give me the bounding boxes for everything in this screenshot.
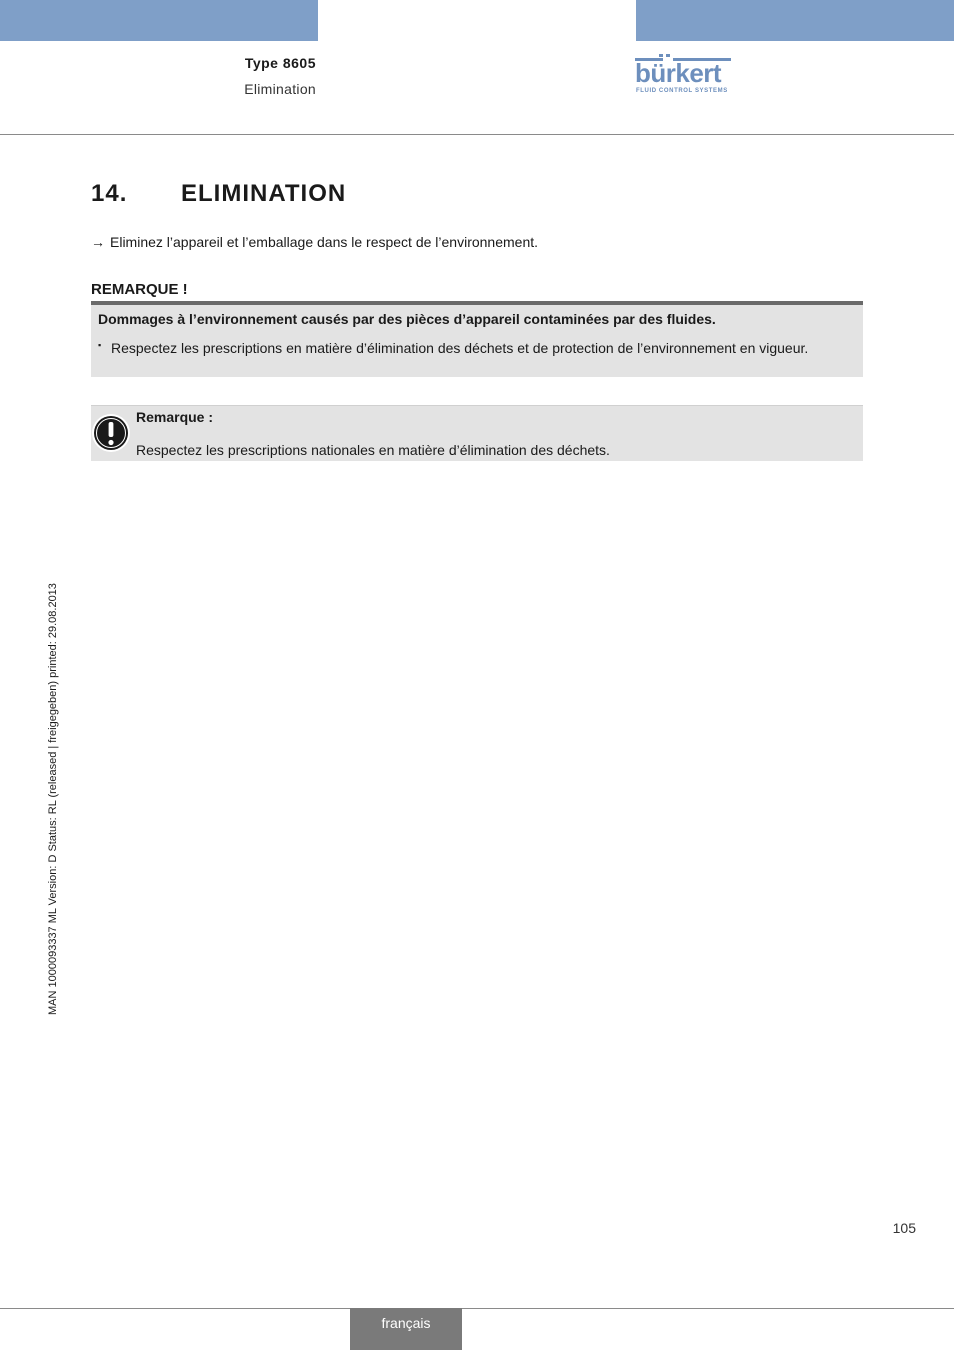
header-band-right [636, 0, 954, 41]
header-band-left [0, 0, 318, 41]
page-number: 105 [892, 1220, 916, 1236]
footer-divider [0, 1308, 954, 1309]
bullet-icon: ▪ [98, 340, 102, 350]
instruction-text: Eliminez l’appareil et l’emballage dans le respect de l’environnement. [110, 234, 539, 250]
note-title: Remarque : [136, 409, 214, 425]
chapter-number: 14. [91, 180, 128, 207]
language-tab [350, 1308, 462, 1350]
document-meta-vertical: MAN 1000093337 ML Version: D Status: RL (released | freigegeben) printed: 29.08.2013 [47, 583, 59, 1015]
arrow-right-icon: → [91, 234, 105, 250]
logo-wordmark: bürkert [635, 58, 722, 88]
exclamation-circle-icon [91, 413, 131, 453]
logo-tagline: FLUID CONTROL SYSTEMS [636, 88, 728, 94]
notice-box [91, 301, 863, 377]
header-type-label: Type 8605 [244, 55, 316, 71]
header-section-label: Elimination [244, 81, 316, 97]
chapter-title: ELIMINATION [181, 180, 347, 207]
header-divider [0, 134, 954, 135]
notice-heading: REMARQUE ! [91, 281, 188, 298]
note-text: Respectez les prescriptions nationales en matière d’élimination des déchets. [136, 442, 610, 458]
note-box [91, 405, 863, 461]
language-label: français [381, 1315, 431, 1331]
notice-text: Respectez les prescriptions en matière d’élimination des déchets et de protection de l’environnement en vigueur. [111, 340, 809, 356]
notice-title: Dommages à l’environnement causés par des pièces d’appareil contaminées par des fluides. [98, 311, 716, 327]
instruction-line [91, 234, 538, 250]
burkert-logo [635, 58, 735, 98]
